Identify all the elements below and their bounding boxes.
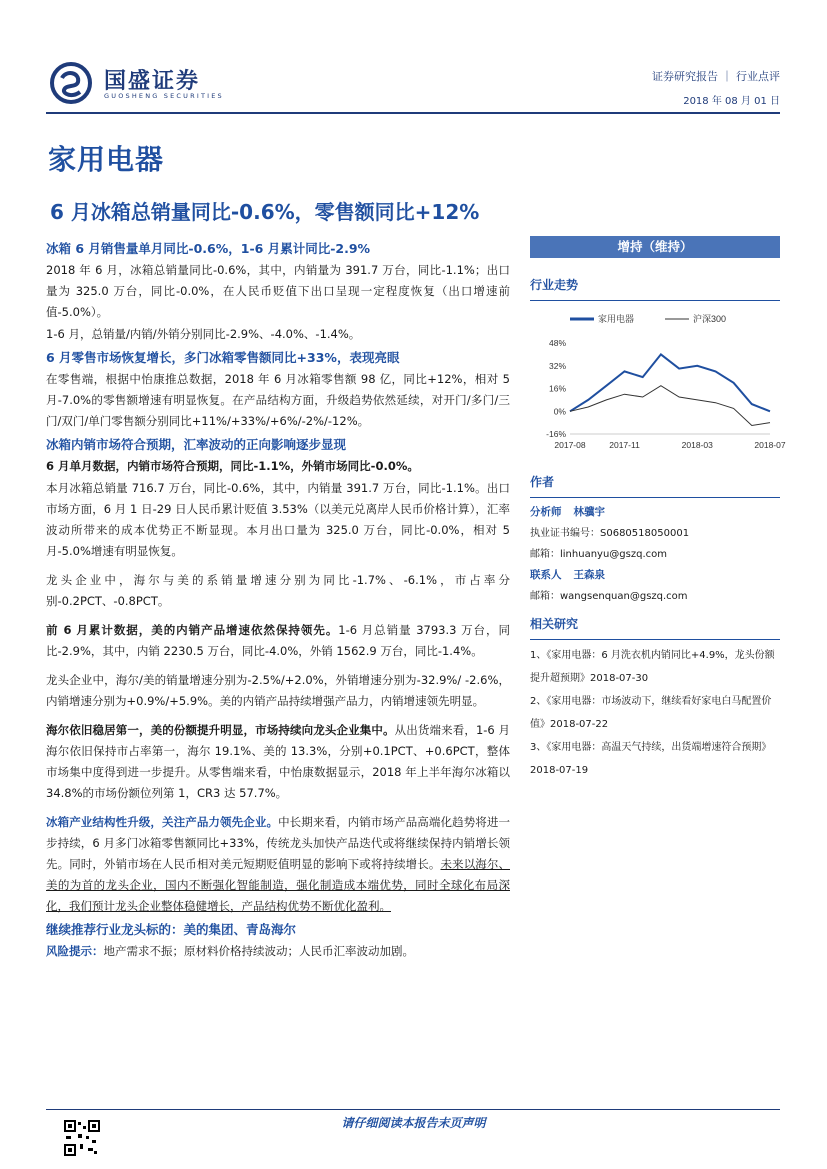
- paragraph: 2018 年 6 月，冰箱总销量同比-0.6%，其中，内销量为 391.7 万台，同比-1.1%；出口量为 325.0 万台，同比-0.0%，在人民币贬值下出口呈现一定程度恢复（出口增速前值-5.0%）。: [46, 263, 510, 319]
- footer-divider: [46, 1109, 780, 1110]
- industry-title: 家用电器: [48, 143, 165, 176]
- paragraph: 1-6 月，总销量/内销/外销分别同比-2.9%、-4.0%、-1.4%。: [46, 327, 361, 341]
- y-tick-label: 0%: [553, 406, 566, 417]
- legend-label: 沪深300: [693, 314, 727, 324]
- paragraph: 本月冰箱总销量 716.7 万台，同比-0.6%，其中，内销量 391.7 万台，同比-1.1%。出口市场方面，6 月 1 日-29 日人民币累计贬值 3.53%（以美元兑离岸人民币价格计算），汇率波动所带来的成本优势正不断显现。本月出口量为 325.0 万台，同比-0.0%，相对 5 月-5.0%增速有明显恢复。: [46, 481, 510, 558]
- paragraph-lead: 前 6 月累计数据，美的内销产品增速依然保持领先。: [46, 623, 339, 637]
- related-item[interactable]: 1、《家用电器：6 月洗衣机内销同比+4.9%，龙头份额提升超预期》2018-07-30: [530, 650, 775, 684]
- author-title: 作者: [530, 475, 555, 489]
- paragraph: [46, 812, 510, 917]
- y-tick-label: 32%: [548, 360, 566, 371]
- analyst-row: [530, 502, 780, 523]
- related-title: 相关研究: [530, 617, 579, 631]
- header-divider: [46, 112, 780, 114]
- x-tick-label: 2018-03: [681, 440, 713, 450]
- analyst-name: 林骥宇: [573, 506, 605, 518]
- analyst-email[interactable]: 邮箱：linhuanyu@gszq.com: [530, 549, 667, 560]
- paragraph-body: 中长期来看，内销市场产品高端化趋势将进一步持续，6 月多门冰箱零售额同比+33%，传统龙头加快产品迭代或将继续保持内销增长领先。同时，外销市场在人民币相对美元短期贬值明显的影响下或将持续增长。: [46, 815, 511, 871]
- contact-row: [530, 565, 780, 586]
- contact-email[interactable]: 邮箱：wangsenquan@gszq.com: [530, 591, 688, 602]
- analyst-label: 分析师: [530, 506, 562, 518]
- related-item[interactable]: 3、《家用电器：高温天气持续，出货端增速符合预期》2018-07-19: [530, 742, 772, 776]
- guosheng-logo-icon: [50, 62, 92, 104]
- qr-code-icon: [64, 1120, 100, 1156]
- report-date: 2018 年 08 月 01 日: [683, 96, 780, 107]
- legend-label: 家用电器: [598, 314, 635, 324]
- report-header: [50, 62, 780, 112]
- paragraph-lead: 冰箱产业结构性升级，关注产品力领先企业。: [46, 815, 279, 829]
- paragraph: [46, 720, 510, 804]
- divider: [530, 639, 780, 640]
- risk-text: 地产需求不振；原材料价格持续波动；人民币汇率波动加剧。: [103, 944, 414, 958]
- section-heading: 6 月零售市场恢复增长，多门冰箱零售额同比+33%，表现亮眼: [46, 350, 400, 365]
- x-tick-label: 2018-07: [754, 440, 786, 450]
- related-list: [530, 644, 780, 782]
- license-number: 执业证书编号：S0680518050001: [530, 528, 690, 539]
- report-title: 6 月冰箱总销量同比-0.6%，零售额同比+12%: [50, 200, 480, 224]
- trend-chart: [530, 309, 786, 459]
- contact-name: 王森泉: [573, 569, 605, 581]
- contact-label: 联系人: [530, 569, 562, 581]
- risk-note: [46, 941, 510, 962]
- paragraph: 龙头企业中，海尔/美的销量增速分别为-2.5%/+2.0%，外销增速分别为-32.9%/ -2.6%，内销增速分别为+0.9%/+5.9%。美的内销产品持续增强产品力，内销增速领先明显。: [46, 673, 510, 708]
- section-heading: 冰箱内销市场符合预期，汇率波动的正向影响逐步显现: [46, 437, 347, 452]
- rating-badge: 增持（维持）: [530, 236, 780, 258]
- trend-title: 行业走势: [530, 278, 579, 292]
- sidebar: [530, 236, 786, 782]
- divider: [530, 300, 780, 301]
- logo-subtext: GUOSHENG SECURITIES: [104, 92, 224, 100]
- x-tick-label: 2017-11: [609, 440, 640, 450]
- y-tick-label: 16%: [548, 383, 566, 394]
- x-tick-label: 2017-08: [554, 440, 586, 450]
- paragraph: 在零售端，根据中怡康推总数据，2018 年 6 月冰箱零售额 98 亿，同比+12%，相对 5 月-7.0%的零售额增速有明显恢复。在产品结构方面，升级趋势依然延续，对开门/多门/三门/双门/单门零售额分别同比+11%/+33%/+6%/-2%/-12%。: [46, 372, 510, 428]
- recommendation: 继续推荐行业龙头标的：美的集团、青岛海尔: [46, 922, 297, 937]
- paragraph-body: 1-6 月总销量 3793.3 万台，同比-2.9%，其中，内销 2230.5 万台，同比-4.0%，外销 1562.9 万台，同比-1.4%。: [46, 623, 510, 658]
- main-content: [46, 236, 510, 962]
- paragraph-lead: 6 月单月数据，内销市场符合预期，同比-1.1%，外销市场同比-0.0%。: [46, 459, 419, 473]
- footer-disclaimer: 请仔细阅读本报告末页声明: [341, 1116, 486, 1130]
- trend-chart-svg: [530, 309, 786, 459]
- divider: [530, 497, 780, 498]
- y-tick-label: 48%: [548, 338, 566, 348]
- paragraph: 龙头企业中，海尔与美的系销量增速分别为同比-1.7%、-6.1%，市占率分别-0.2PCT、-0.8PCT。: [46, 573, 510, 608]
- logo-text: 国盛证券: [104, 69, 201, 94]
- paragraph-underlined: 未来以海尔、美的为首的龙头企业，国内不断强化智能制造，强化制造成本端优势，同时全球化布局深化，我们预计龙头企业整体稳健增长，产品结构优势不断优化盈利。: [46, 857, 510, 913]
- report-type: 证券研究报告 ｜ 行业点评: [652, 70, 780, 83]
- related-item[interactable]: 2、《家用电器：市场波动下，继续看好家电白马配置价值》2018-07-22: [530, 696, 772, 730]
- paragraph-lead: 海尔依旧稳居第一，美的份额提升明显，市场持续向龙头企业集中。: [46, 723, 395, 737]
- paragraph-body: 从出货端来看，1-6 月海尔依旧保持市占率第一，海尔 19.1%、美的 13.3%，分别+0.1PCT、+0.6PCT，整体市场集中度得到进一步提升。从零售端来看，中怡康数据显示，2018 年上半年海尔冰箱以 34.8%的市场份额位列第 1，CR3 达 57.7%。: [46, 723, 511, 800]
- y-tick-label: -16%: [546, 429, 566, 439]
- section-heading: 冰箱 6 月销售量单月同比-0.6%，1-6 月累计同比-2.9%: [46, 241, 371, 256]
- risk-label: 风险提示：: [46, 944, 104, 958]
- paragraph: [46, 620, 510, 662]
